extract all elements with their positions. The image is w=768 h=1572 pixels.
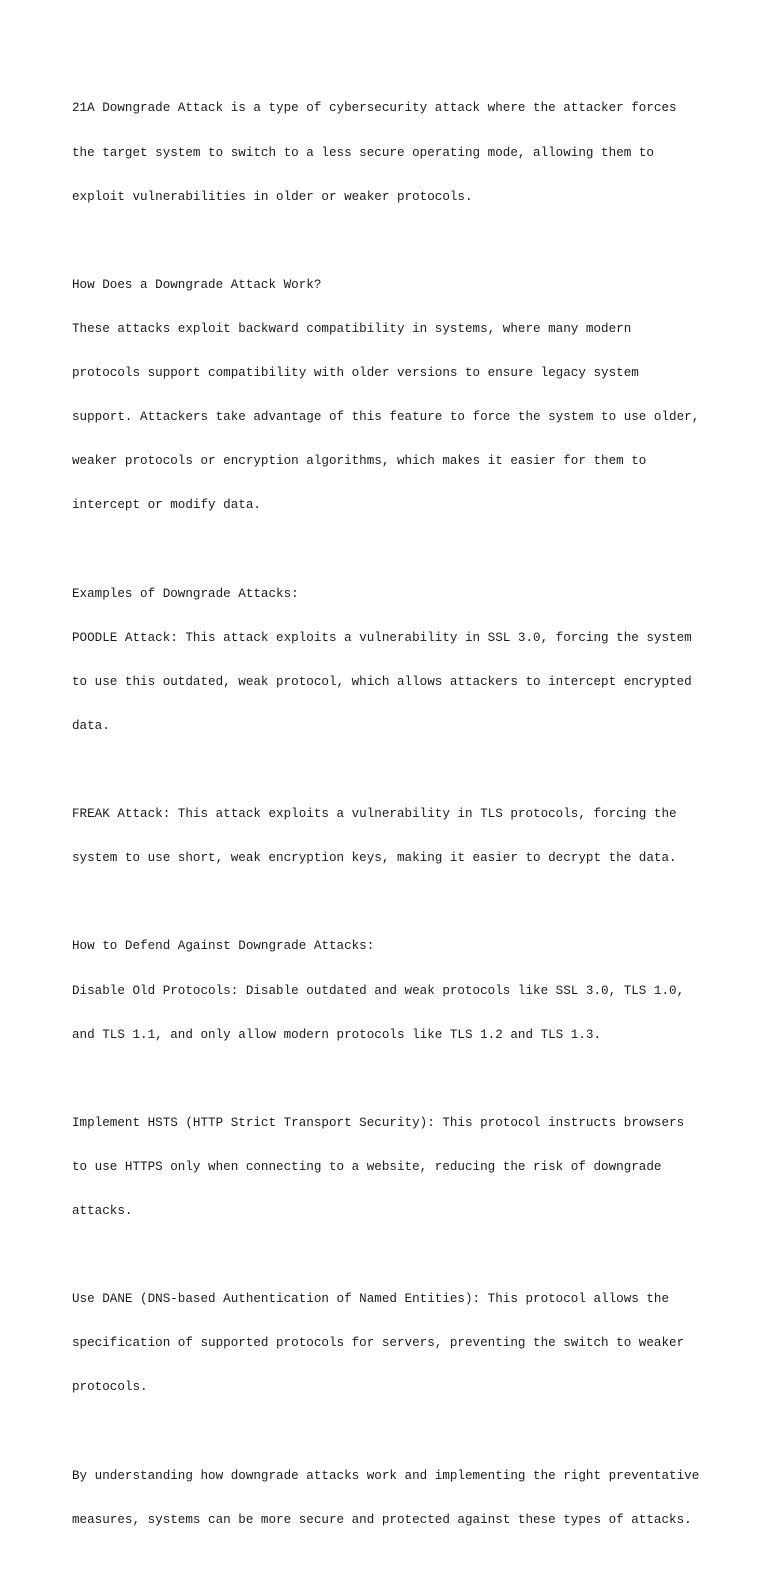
- text-line: to use this outdated, weak protocol, which allows attackers to intercept encrypted: [72, 674, 692, 689]
- text-line: Disable Old Protocols: Disable outdated and weak protocols like SSL 3.0, TLS 1.0,: [72, 983, 685, 998]
- section-heading: How to Defend Against Downgrade Attacks:: [72, 939, 375, 954]
- text-line: measures, systems can be more secure and protected against these types of attacks.: [72, 1512, 692, 1527]
- text-line: intercept or modify data.: [72, 498, 261, 513]
- paragraph-how-it-works: [72, 248, 712, 542]
- text-line: specification of supported protocols for servers, preventing the switch to weaker: [72, 1336, 685, 1351]
- text-line: weaker protocols or encryption algorithms, which makes it easier for them to: [72, 454, 647, 469]
- text-line: Implement HSTS (HTTP Strict Transport Security): This protocol instructs browsers: [72, 1115, 685, 1130]
- text-line: 21A Downgrade Attack is a type of cybersecurity attack where the attacker forces: [72, 101, 677, 116]
- section-heading: Examples of Downgrade Attacks:: [72, 586, 299, 601]
- text-line: By understanding how downgrade attacks work and implementing the right preventative: [72, 1468, 700, 1483]
- text-line: protocols.: [72, 1380, 148, 1395]
- document-page: [72, 72, 712, 1572]
- text-line: Use DANE (DNS-based Authentication of Named Entities): This protocol allows the: [72, 1292, 670, 1307]
- paragraph-defend: [72, 910, 712, 1072]
- text-line: attacks.: [72, 1204, 133, 1219]
- paragraph-freak: [72, 778, 712, 896]
- paragraph-examples: [72, 557, 712, 763]
- text-line: data.: [72, 718, 110, 733]
- text-line: POODLE Attack: This attack exploits a vulnerability in SSL 3.0, forcing the system: [72, 630, 692, 645]
- section-heading: How Does a Downgrade Attack Work?: [72, 277, 322, 292]
- text-line: FREAK Attack: This attack exploits a vulnerability in TLS protocols, forcing the: [72, 807, 677, 822]
- text-line: and TLS 1.1, and only allow modern protocols like TLS 1.2 and TLS 1.3.: [72, 1027, 602, 1042]
- paragraph-conclusion: [72, 1439, 712, 1557]
- text-line: exploit vulnerabilities in older or weaker protocols.: [72, 189, 473, 204]
- text-line: to use HTTPS only when connecting to a website, reducing the risk of downgrade: [72, 1159, 662, 1174]
- text-line: system to use short, weak encryption keys, making it easier to decrypt the data.: [72, 851, 677, 866]
- paragraph-dane: [72, 1263, 712, 1425]
- paragraph-hsts: [72, 1086, 712, 1248]
- text-line: support. Attackers take advantage of this feature to force the system to use older,: [72, 410, 700, 425]
- text-line: protocols support compatibility with older versions to ensure legacy system: [72, 366, 639, 381]
- text-line: the target system to switch to a less secure operating mode, allowing them to: [72, 145, 654, 160]
- text-line: These attacks exploit backward compatibility in systems, where many modern: [72, 321, 632, 336]
- paragraph-intro: [72, 72, 712, 234]
